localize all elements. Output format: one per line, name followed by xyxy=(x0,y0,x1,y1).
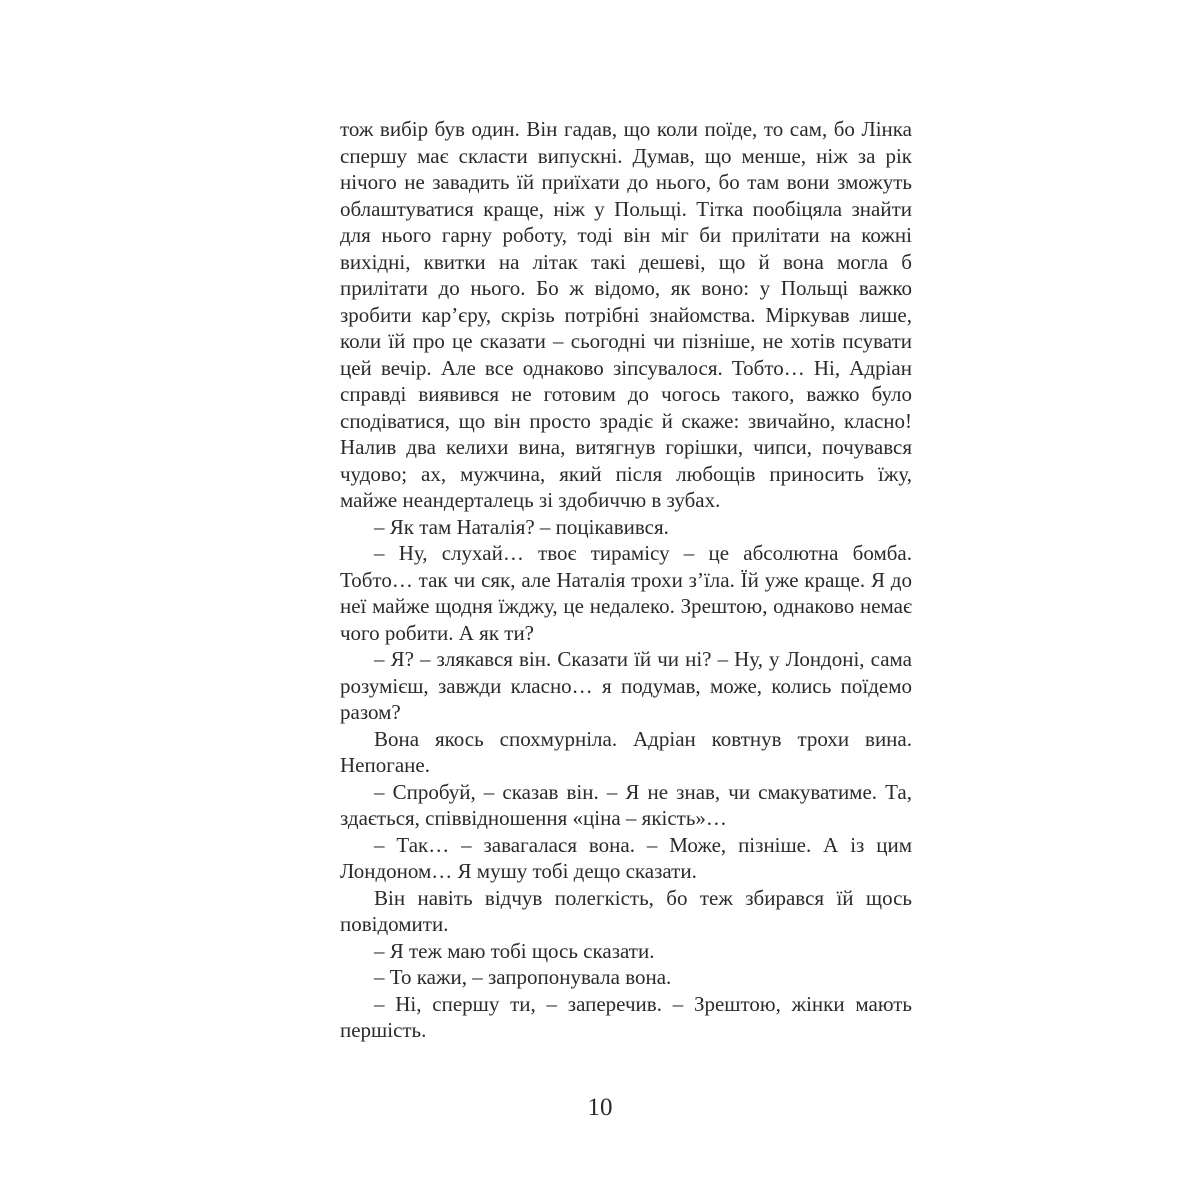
paragraph: – Я? – злякався він. Сказати їй чи ні? – Ну, у Лондоні, сама розумієш, завжди класно… я подумав, може, колись поїдемо разом? xyxy=(340,647,912,724)
paragraph: – Як там Наталія? – поцікавився. xyxy=(374,514,669,539)
paragraph: – Я теж маю тобі щось сказати. xyxy=(374,938,655,963)
paragraph: – Ну, слухай… твоє тирамісу – це абсолютна бомба. Тобто… так чи сяк, але Наталія трохи з’їла. Їй уже краще. Я до неї майже щодня їжджу, це недалеко. Зрештою, однаково немає чого робити. А як ти? xyxy=(340,541,912,645)
paragraph: тож вибір був один. Він гадав, що коли поїде, то сам, бо Лінка спершу має скласти випускні. Думав, що менше, ніж за рік нічого не завадить їй приїхати до нього, бо там вони зможуть облаштуватися краще, ніж у Польщі. Тітка пообіцяла знайти для нього гарну роботу, тоді він міг би прилітати на кожні вихідні, квитки на літак такі дешеві, що й вона могла б прилітати до нього. Бо ж відомо, як воно: у Польщі важко зробити кар’єру, скрізь потрібні знайомства. Міркував лише, коли їй про це сказати – сьогодні чи пізніше, не хотів псувати цей вечір. Але все однаково зіпсувалося. Тобто… Ні, Адріан справді виявився не готовим до чогось такого, важко було сподіватися, що він просто зрадіє й скаже: звичайно, класно! Налив два келихи вина, витягнув горішки, чипси, почувався чудово; ах, мужчина, який після любощів приносить їжу, майже неандерталець зі здобиччю в зубах. xyxy=(340,117,912,512)
paragraph: – Ні, спершу ти, – заперечив. – Зрештою, жінки мають першість. xyxy=(340,991,912,1042)
paragraph: – Спробуй, – сказав він. – Я не знав, чи смакуватиме. Та, здається, співвідношення «ціна – якість»… xyxy=(340,779,912,830)
paragraph: Вона якось спохмурніла. Адріан ковтнув трохи вина. Непогане. xyxy=(340,726,912,777)
page-body xyxy=(340,116,912,1044)
paragraph: Він навіть відчув полегкість, бо теж збирався їй щось повідомити. xyxy=(340,885,912,936)
paragraph: – Так… – завагалася вона. – Може, пізніше. А із цим Лондоном… Я мушу тобі дещо сказати. xyxy=(340,832,912,883)
page-number: 10 xyxy=(587,1094,613,1121)
paragraph: – То кажи, – запропонувала вона. xyxy=(374,965,672,989)
